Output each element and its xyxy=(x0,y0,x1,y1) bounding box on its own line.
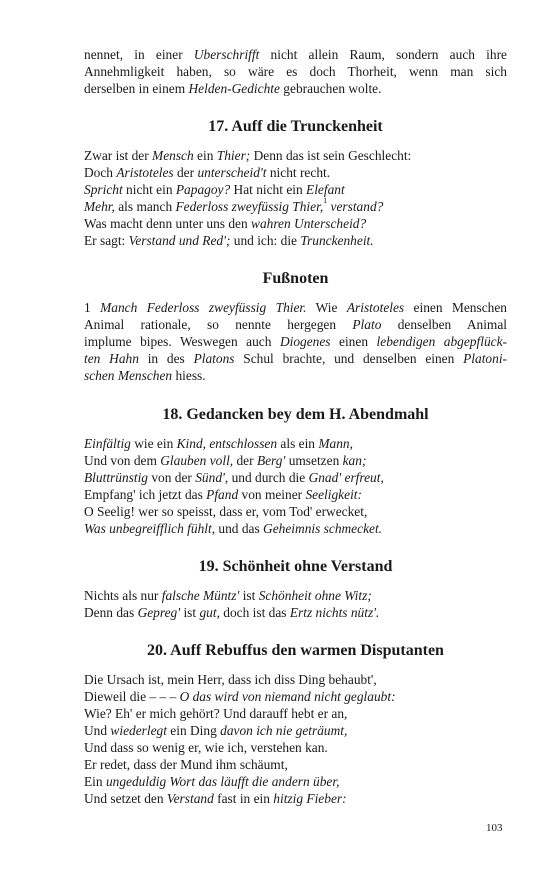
footnote-line xyxy=(84,299,507,316)
verse-line xyxy=(84,469,507,486)
text-run: Und dass so wenig er, wie ich, verstehen kan. xyxy=(84,740,328,755)
text-run: Doch xyxy=(84,165,117,180)
text-run: doch ist das xyxy=(219,605,290,620)
italic-text: Aristoteles xyxy=(346,300,405,315)
text-run: derselben in einem xyxy=(84,81,189,96)
footnote-line xyxy=(84,350,507,367)
verse-line xyxy=(84,604,507,621)
text-run: und ich: die xyxy=(230,233,301,248)
text-run: Wie xyxy=(306,300,347,315)
text-run: einen xyxy=(330,334,377,349)
text-run: denselben Animal xyxy=(381,317,507,332)
italic-text: Mensch xyxy=(152,148,194,163)
text-run: Und von dem xyxy=(84,453,161,468)
verse-line xyxy=(84,739,507,756)
italic-text: hitzig Fieber: xyxy=(273,791,347,806)
text-run: und durch die xyxy=(228,470,309,485)
verse-line xyxy=(84,181,507,198)
text-run: in des xyxy=(138,351,194,366)
verse-line xyxy=(84,773,507,790)
italic-text: Kind, entschlossen xyxy=(176,436,278,451)
italic-text: Sünd', xyxy=(195,470,229,485)
italic-text: Schönheit ohne Witz; xyxy=(258,588,372,603)
verse-line xyxy=(84,164,507,181)
text-run: als ein xyxy=(277,436,319,451)
italic-text: lebendigen abgepflück- xyxy=(376,334,507,349)
verse-line xyxy=(84,688,507,705)
text-run: nicht ein xyxy=(122,182,176,197)
footnote-line xyxy=(84,316,507,333)
text-run: Er sagt: xyxy=(84,233,129,248)
text-run: einen Menschen xyxy=(404,300,507,315)
verse-line xyxy=(84,435,507,452)
italic-text: Spricht xyxy=(84,182,123,197)
footnote-line xyxy=(84,333,507,350)
text-run: nicht recht. xyxy=(266,165,331,180)
intro-line xyxy=(84,63,507,80)
text-run: Empfang' ich jetzt das xyxy=(84,487,207,502)
poem-17-title: 17. Auff die Trunckenheit xyxy=(208,118,383,135)
italic-text: Glauben voll, xyxy=(160,453,234,468)
italic-text: Bluttrünstig xyxy=(84,470,148,485)
verse-line xyxy=(84,195,507,215)
text-run: Hat nicht ein xyxy=(230,182,307,197)
text-run: Und setzet den xyxy=(84,791,167,806)
verse-line xyxy=(84,587,507,604)
italic-text: Papagoy? xyxy=(175,182,231,197)
italic-text: Manch Federloss zweyfüssig Thier. xyxy=(100,300,307,315)
poem-20-verse xyxy=(84,671,507,807)
italic-text: gut, xyxy=(199,605,220,620)
verse-line xyxy=(84,215,507,232)
text-run: Animal rationale, so nennte hergegen xyxy=(84,317,353,332)
text-run: wie ein xyxy=(130,436,177,451)
verse-line xyxy=(84,147,507,164)
italic-text: Gepreg' xyxy=(137,605,181,620)
text-run: hiess. xyxy=(172,368,206,383)
verse-line xyxy=(84,790,507,807)
text-run: ein xyxy=(193,148,217,163)
poem-18-title: 18. Gedancken bey dem H. Abendmahl xyxy=(162,406,429,423)
italic-text: Diogenes xyxy=(279,334,331,349)
text-run: Die Ursach ist, mein Herr, dass ich diss Ding behaubt', xyxy=(84,672,377,687)
verse-line xyxy=(84,520,507,537)
text-run: nennet, in einer xyxy=(84,47,194,62)
text-run: der xyxy=(173,165,198,180)
text-run: Wie? Eh' er mich gehört? Und darauff hebt er an, xyxy=(84,706,348,721)
text-run: Ein xyxy=(84,774,106,789)
poem-20-title: 20. Auff Rebuffus den warmen Disputanten xyxy=(147,642,444,659)
footnote-line xyxy=(84,367,507,384)
italic-text: O das wird von niemand nicht geglaubt: xyxy=(179,689,396,704)
intro-line xyxy=(84,46,507,63)
italic-text: Platoni- xyxy=(463,351,507,366)
italic-text: Pfand xyxy=(206,487,239,502)
text-run: Schul brachte, und denselben einen xyxy=(234,351,464,366)
text-run: der xyxy=(233,453,257,468)
text-run: als manch xyxy=(114,199,176,214)
italic-text: Einfältig xyxy=(84,436,131,451)
text-run: Er redet, dass der Mund ihm schäumt, xyxy=(84,757,288,772)
footnote-marker: 1 xyxy=(323,195,328,205)
verse-line xyxy=(84,486,507,503)
italic-text: verstand? xyxy=(327,199,384,214)
italic-text: kan; xyxy=(342,453,367,468)
italic-text: Federloss zweyfüssig Thier, xyxy=(175,199,324,214)
italic-text: unterscheid't xyxy=(197,165,267,180)
italic-text: Elefant xyxy=(306,182,345,197)
text-run: 1 xyxy=(84,300,101,315)
verse-line xyxy=(84,232,507,249)
verse-line xyxy=(84,452,507,469)
italic-text: ten Hahn xyxy=(84,351,139,366)
italic-text: Gnad' erfreut, xyxy=(308,470,384,485)
verse-line xyxy=(84,671,507,688)
text-run: Und xyxy=(84,723,111,738)
italic-text: ungeduldig Wort das läufft die andern über, xyxy=(105,774,340,789)
text-run: von der xyxy=(148,470,196,485)
italic-text: falsche Müntz' xyxy=(161,588,240,603)
text-run: Denn das xyxy=(84,605,138,620)
poem-18-verse xyxy=(84,435,507,537)
verse-line xyxy=(84,756,507,773)
text-run: O Seelig! wer so speisst, dass er, vom Tod' erwecket, xyxy=(84,504,368,519)
poem-19-verse xyxy=(84,587,507,621)
footnotes-title: Fußnoten xyxy=(262,270,329,287)
italic-text: Thier; xyxy=(216,148,251,163)
page-number: 103 xyxy=(486,822,503,834)
poem-17-verse xyxy=(84,147,507,249)
verse-line xyxy=(84,705,507,722)
italic-text: Berg' xyxy=(256,453,286,468)
poem-19-title: 19. Schönheit ohne Verstand xyxy=(198,558,393,575)
text-run: ein Ding xyxy=(166,723,221,738)
italic-text: Geheimnis schmecket. xyxy=(263,521,383,536)
verse-line xyxy=(84,722,507,739)
italic-text: Uberschrifft xyxy=(193,47,260,62)
italic-text: Plato xyxy=(352,317,382,332)
text-run: gebrauchen wolte. xyxy=(279,81,382,96)
text-run: Zwar ist der xyxy=(84,148,153,163)
italic-text: wiederlegt xyxy=(110,723,167,738)
italic-text: Helden-Gedichte xyxy=(188,81,280,96)
text-run: ist xyxy=(180,605,200,620)
verse-line xyxy=(84,503,507,520)
italic-text: Aristoteles xyxy=(116,165,174,180)
text-run: umsetzen xyxy=(285,453,343,468)
text-run: implume bipes. Weswegen auch xyxy=(84,334,280,349)
text-run: Denn das ist sein Geschlecht: xyxy=(250,148,412,163)
text-run: Nichts als nur xyxy=(84,588,162,603)
italic-text: Mehr, xyxy=(84,199,115,214)
footnote-paragraph xyxy=(84,299,507,384)
text-run: nicht allein Raum, sondern auch ihre xyxy=(259,47,507,62)
intro-paragraph xyxy=(84,46,507,97)
text-run: ist xyxy=(239,588,259,603)
italic-text: Verstand xyxy=(166,791,214,806)
text-run: und das xyxy=(215,521,264,536)
italic-text: Was unbegreifflich fühlt, xyxy=(84,521,216,536)
text-run: Annehmligkeit haben, so wäre es doch Thorheit, wenn man sich xyxy=(84,64,507,79)
book-page xyxy=(84,46,507,807)
italic-text: davon ich nie geträumt, xyxy=(220,723,348,738)
italic-text: Platons xyxy=(193,351,235,366)
text-run: Was macht denn unter uns den xyxy=(84,216,252,231)
italic-text: Mann, xyxy=(318,436,353,451)
italic-text: schen Menschen xyxy=(84,368,173,383)
italic-text: Verstand und Red'; xyxy=(128,233,231,248)
text-run: von meiner xyxy=(238,487,306,502)
text-run: fast in ein xyxy=(213,791,274,806)
italic-text: Ertz nichts nütz'. xyxy=(289,605,380,620)
italic-text: wahren Unterscheid? xyxy=(251,216,367,231)
italic-text: Seeligkeit: xyxy=(305,487,362,502)
text-run: Dieweil die – – – xyxy=(84,689,180,704)
intro-line xyxy=(84,80,507,97)
italic-text: Trunckenheit. xyxy=(300,233,374,248)
